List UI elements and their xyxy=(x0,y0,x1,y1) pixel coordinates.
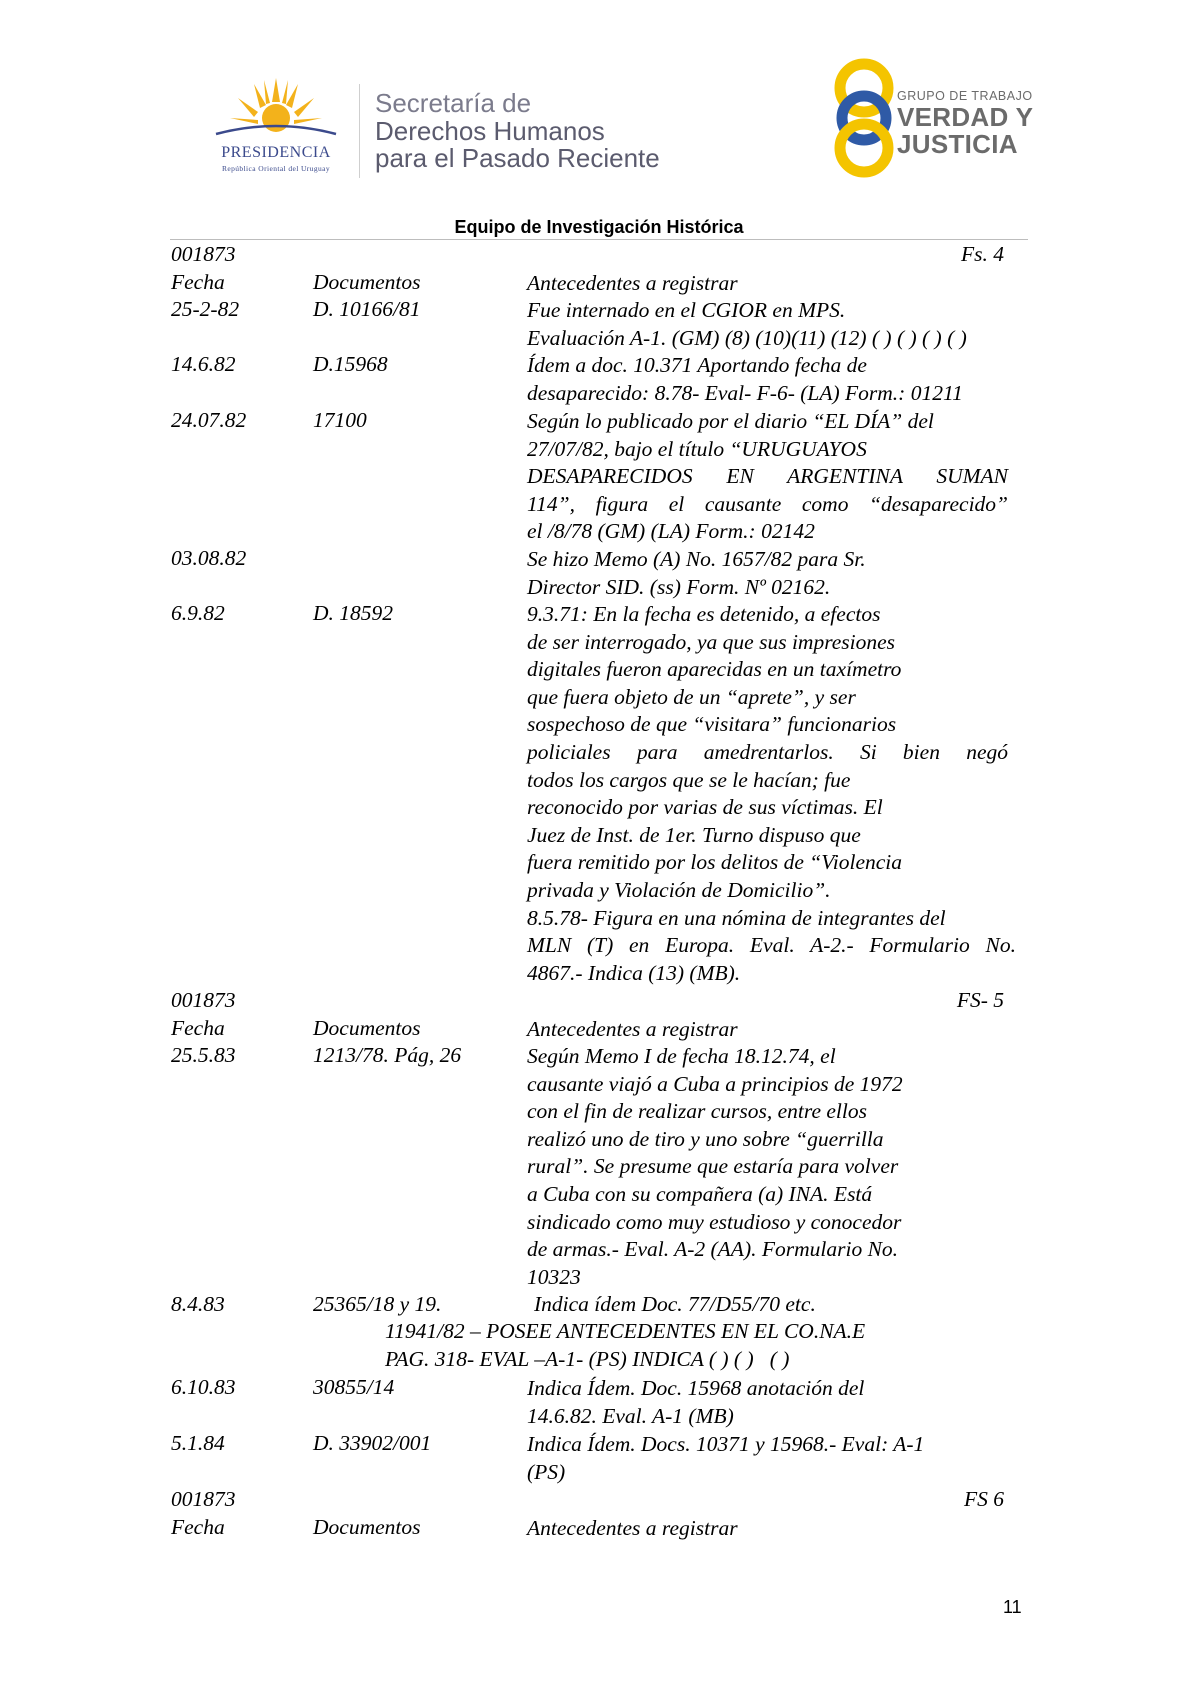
entry-line: MLN (T) en Europa. Eval. A-2.- Formulario No. xyxy=(527,933,1016,958)
folio-label: Fs. 4 xyxy=(961,242,1004,266)
entry-line: digitales fueron aparecidas en un taxímetro xyxy=(527,657,902,682)
grupo-line-2: VERDAD Y xyxy=(897,102,1034,132)
entry-text xyxy=(527,1375,1019,1430)
entry-doc: 25365/18 y 19. xyxy=(313,1292,442,1316)
entry-doc: D. 33902/001 xyxy=(313,1431,432,1455)
col-documentos-header: Documentos xyxy=(313,270,421,294)
entry-line: Indica ídem Doc. 77/D55/70 etc. xyxy=(534,1292,816,1316)
entry-doc: 30855/14 xyxy=(313,1375,395,1399)
col-fecha-header: Fecha xyxy=(171,1016,225,1040)
entry-line: 27/07/82, bajo el título “URUGUAYOS xyxy=(527,436,867,461)
entry-line: Indica Ídem. Doc. 15968 anotación del xyxy=(527,1376,865,1400)
entry-line: 11941/82 – POSEE ANTECEDENTES EN EL CO.NA.E xyxy=(385,1319,866,1343)
entry-text xyxy=(527,546,1019,601)
entry-doc: D. 10166/81 xyxy=(313,297,421,321)
entry-line: DESAPARECIDOS EN ARGENTINA SUMAN xyxy=(527,464,1008,489)
secretaria-line-3: para el Pasado Reciente xyxy=(375,143,660,173)
entry-text xyxy=(527,1431,1019,1486)
secretaria-logo-text xyxy=(375,88,660,172)
entry-line: realizó uno de tiro y uno sobre “guerrilla xyxy=(527,1126,884,1151)
col-documentos-header: Documentos xyxy=(313,1515,421,1539)
col-documentos-header: Documentos xyxy=(313,1016,421,1040)
entry-line: Según lo publicado por el diario “EL DÍA” del xyxy=(527,409,934,433)
entry-line: Evaluación A-1. (GM) (8) (10)(11) (12) ( ) ( ) ( ) ( ) xyxy=(527,325,967,350)
entry-date: 6.9.82 xyxy=(171,601,225,625)
entry-line: policiales para amedrentarlos. Si bien negó xyxy=(527,739,1008,764)
entry-line: Se hizo Memo (A) No. 1657/82 para Sr. xyxy=(527,547,866,571)
entry-date: 25.5.83 xyxy=(171,1043,236,1067)
entry-line: 8.5.78- Figura en una nómina de integrantes del xyxy=(527,905,946,930)
page-number: 11 xyxy=(1003,1597,1022,1617)
entry-line: que fuera objeto de un “aprete”, y ser xyxy=(527,684,856,709)
entry-line: a Cuba con su compañera (a) INA. Está xyxy=(527,1181,873,1206)
entry-line: todos los cargos que se le hacían; fue xyxy=(527,767,851,792)
entry-doc: D. 18592 xyxy=(313,601,394,625)
col-antecedentes-header: Antecedentes a registrar xyxy=(527,271,738,295)
entry-doc: 1213/78. Pág, 26 xyxy=(313,1043,462,1067)
folio-label: FS 6 xyxy=(963,1487,1004,1511)
file-id: 001873 xyxy=(171,242,236,266)
presidencia-logo xyxy=(196,78,356,178)
grupo-line-3: JUSTICIA xyxy=(897,129,1018,159)
entry-date: 5.1.84 xyxy=(171,1431,225,1455)
presidencia-sub-label: República Oriental del Uruguay xyxy=(221,164,330,173)
entry-line: Juez de Inst. de 1er. Turno dispuso que xyxy=(527,822,861,847)
entry-doc: D.15968 xyxy=(313,352,388,376)
entry-line: fuera remitido por los delitos de “Violencia xyxy=(527,850,903,875)
verdad-justicia-logo-text xyxy=(897,88,1033,158)
entry-line: PAG. 318- EVAL –A-1- (PS) INDICA ( ) ( ) ( ) xyxy=(385,1347,790,1371)
entry-line: de ser interrogado, ya que sus impresiones xyxy=(527,629,896,654)
col-fecha-header: Fecha xyxy=(171,1515,225,1539)
entry-text xyxy=(527,601,1019,987)
entry-line: 114”, figura el causante como “desaparecido” xyxy=(527,491,1008,516)
file-id: 001873 xyxy=(171,1487,236,1511)
col-antecedentes-header: Antecedentes a registrar xyxy=(527,1017,738,1041)
secretaria-line-1: Secretaría de xyxy=(375,88,532,118)
entry-date: 14.6.82 xyxy=(171,352,236,376)
entry-date: 8.4.83 xyxy=(171,1292,225,1316)
secretaria-line-2: Derechos Humanos xyxy=(375,116,605,146)
entry-line: Indica Ídem. Docs. 10371 y 15968.- Eval: A-1 xyxy=(527,1432,925,1456)
entry-line: privada y Violación de Domicilio”. xyxy=(527,877,831,902)
sun-icon xyxy=(196,78,356,142)
entry-line: de armas.- Eval. A-2 (AA). Formulario No. xyxy=(527,1237,899,1262)
entry-line: sospechoso de que “visitara” funcionarios xyxy=(527,712,897,737)
entry-date: 24.07.82 xyxy=(171,408,247,432)
grupo-line-1: GRUPO DE TRABAJO xyxy=(897,89,1033,103)
entry-line: causante viajó a Cuba a principios de 1972 xyxy=(527,1071,903,1096)
entry-line: Fue internado en el CGIOR en MPS. xyxy=(527,298,846,322)
presidencia-label: PRESIDENCIA xyxy=(221,144,331,161)
entry-line: Director SID. (ss) Form. Nº 02162. xyxy=(527,574,831,599)
entry-line: Según Memo I de fecha 18.12.74, el xyxy=(527,1044,836,1068)
header-rule xyxy=(170,239,1028,240)
entry-line: reconocido por varias de sus víctimas. El xyxy=(527,795,883,820)
entry-line: rural”. Se presume que estaría para volver xyxy=(527,1154,899,1179)
entry-line: Ídem a doc. 10.371 Aportando fecha de xyxy=(527,353,867,377)
col-antecedentes-header: Antecedentes a registrar xyxy=(527,1516,738,1540)
entry-line: 10323 xyxy=(527,1264,581,1289)
entry-text xyxy=(527,408,1019,546)
team-title: Equipo de Investigación Histórica xyxy=(454,217,744,237)
col-fecha-header: Fecha xyxy=(171,270,225,294)
entry-line: sindicado como muy estudioso y conocedor xyxy=(527,1209,902,1234)
entry-date: 6.10.83 xyxy=(171,1375,236,1399)
file-id: 001873 xyxy=(171,988,236,1012)
entry-date: 03.08.82 xyxy=(171,546,247,570)
entry-line: con el fin de realizar cursos, entre ellos xyxy=(527,1099,867,1124)
entry-line: desaparecido: 8.78- Eval- F-6- (LA) Form.: 01211 xyxy=(527,380,963,405)
folio-label: FS- 5 xyxy=(956,988,1004,1012)
logo-divider xyxy=(359,84,360,178)
entry-date: 25-2-82 xyxy=(171,297,240,321)
entry-line: 9.3.71: En la fecha es detenido, a efectos xyxy=(527,602,881,626)
entry-line: el /8/78 (GM) (LA) Form.: 02142 xyxy=(527,519,815,544)
entry-text xyxy=(527,297,1019,352)
entry-doc: 17100 xyxy=(313,408,367,432)
entry-line: 14.6.82. Eval. A-1 (MB) xyxy=(527,1403,734,1428)
entry-text xyxy=(527,352,1019,407)
entry-line: 4867.- Indica (13) (MB). xyxy=(527,960,741,985)
entry-line: (PS) xyxy=(527,1459,566,1484)
entry-text xyxy=(527,1043,1019,1291)
